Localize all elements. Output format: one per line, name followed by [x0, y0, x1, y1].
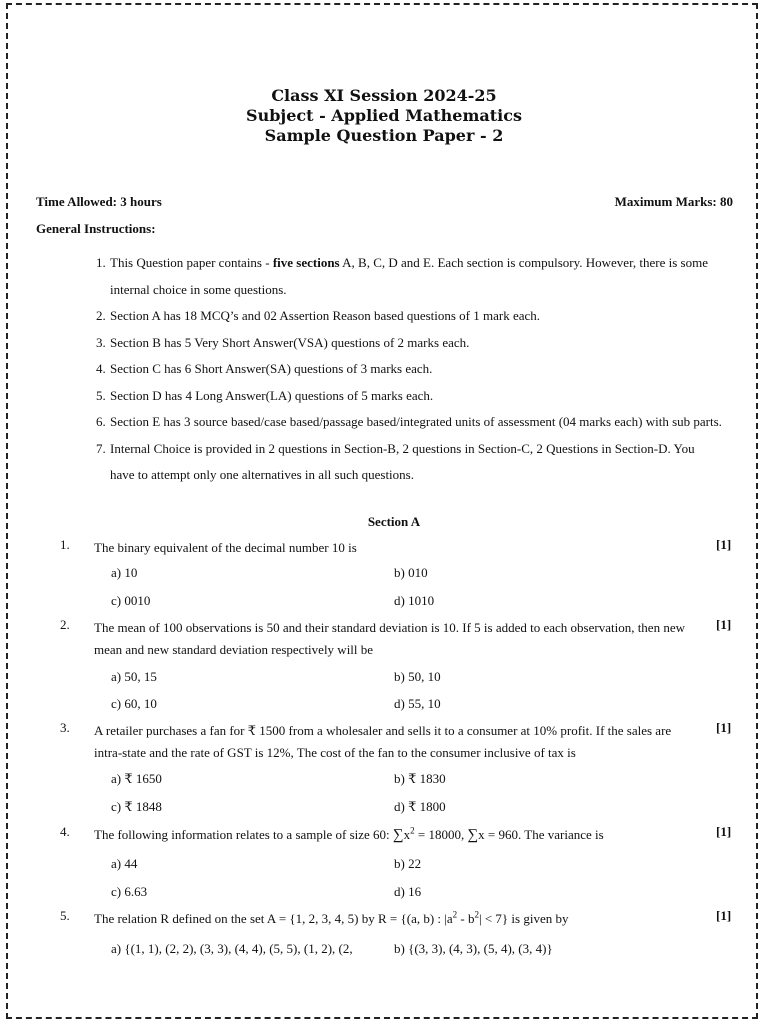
option-d: d) 16: [394, 884, 422, 899]
instruction-text: Section B has 5 Very Short Answer(VSA) questions of 2 marks each.: [110, 334, 470, 350]
instruction-text: Section C has 6 Short Answer(SA) questions of 3 marks each.: [110, 361, 433, 376]
time-allowed: Time Allowed: 3 hours: [36, 194, 162, 209]
option-b: b) 22: [394, 856, 422, 871]
question-marks: [1]: [716, 824, 732, 839]
question-text: A retailer purchases a fan for ₹ 1500 from a wholesaler and sells it to a consumer at 10% profit. If the sales are intra-state and the rate of GST is 12%, The cost of the fan to the consumer inclusive of tax is: [94, 723, 672, 760]
question-number: 5.: [60, 908, 70, 923]
instruction-number: 2.: [96, 308, 106, 323]
question-number: 3.: [60, 720, 70, 735]
class-session-title: Class XI Session 2024-25: [271, 86, 497, 105]
paper-title: Sample Question Paper - 2: [264, 126, 504, 145]
instruction-item: [96, 303, 722, 330]
instruction-text-part: A, B, C, D and E. Each section is compulsory. However, there is some internal choice in some questions.: [110, 255, 708, 297]
question-text-part: The relation R defined on the set A = {1, 2, 3, 4, 5) by R = {(a, b) : |a: [94, 911, 453, 926]
superscript: 2: [452, 909, 458, 920]
instruction-text: Internal Choice is provided in 2 questions in Section-B, 2 questions in Section-C, 2 Questions in Section-D. You have to attempt only one alternatives in all such questions.: [110, 440, 695, 482]
instruction-item: [96, 436, 722, 489]
question-number: 2.: [60, 617, 70, 632]
question-marks: [1]: [716, 720, 732, 735]
instruction-text-part: This Question paper contains -: [110, 255, 273, 270]
question-text-part: x: [403, 827, 411, 842]
section-a-title: Section A: [367, 514, 421, 529]
question-text-part: The following information relates to a sample of size 60:: [94, 827, 393, 842]
question-number: 1.: [60, 537, 70, 552]
question-text-part: x = 960. The variance is: [478, 827, 604, 842]
maximum-marks: Maximum Marks: 80: [614, 194, 733, 209]
question-number: 4.: [60, 824, 70, 839]
summation-symbol: ∑: [467, 827, 479, 843]
question-marks: [1]: [716, 537, 732, 552]
instruction-bold-part: five sections: [272, 255, 340, 270]
option-d: d) ₹ 1800: [394, 799, 446, 814]
question-text: The binary equivalent of the decimal number 10 is: [94, 540, 357, 555]
subject-title: Subject - Applied Mathematics: [246, 106, 522, 125]
option-c: c) 60, 10: [111, 696, 157, 711]
option-a: a) {(1, 1), (2, 2), (3, 3), (4, 4), (5, 5), (1, 2), (2,: [111, 941, 353, 956]
option-c: c) ₹ 1848: [111, 799, 162, 814]
instruction-item: [96, 409, 722, 436]
question-marks: [1]: [716, 617, 732, 632]
question-text: The mean of 100 observations is 50 and their standard deviation is 10. If 5 is added to each observation, then new mean and new standard deviation respectively will be: [94, 620, 685, 657]
option-c: c) 6.63: [111, 884, 148, 899]
paper-header: [0, 86, 768, 146]
instruction-item: [96, 356, 722, 383]
instruction-number: 7.: [96, 440, 106, 456]
option-c: c) 0010: [111, 593, 151, 608]
question-text-part: | < 7} is given by: [479, 911, 569, 926]
superscript: 2: [410, 825, 415, 836]
question-text-part: = 18000,: [414, 827, 468, 842]
general-instructions-title: General Instructions:: [36, 221, 156, 236]
option-b: b) 50, 10: [394, 669, 441, 684]
option-a: a) ₹ 1650: [111, 771, 162, 786]
instruction-item: [96, 330, 722, 357]
instruction-item: [96, 383, 722, 410]
instruction-number: 4.: [96, 361, 106, 376]
option-b: b) 010: [394, 565, 428, 580]
instruction-number: 6.: [96, 414, 106, 429]
question-text: [94, 824, 694, 846]
instruction-item: [96, 250, 722, 303]
instructions-list: [96, 250, 722, 489]
option-d: d) 55, 10: [394, 696, 441, 711]
option-a: a) 50, 15: [111, 669, 157, 684]
question-marks: [1]: [716, 908, 732, 923]
instruction-text: Section E has 3 source based/case based/passage based/integrated units of assessment (04 marks each) with sub parts.: [110, 414, 722, 429]
option-a: a) 44: [111, 856, 138, 871]
instruction-number: 1.: [96, 255, 106, 270]
instruction-number: 3.: [96, 334, 106, 350]
question-text: [94, 908, 694, 930]
instruction-text: Section A has 18 MCQ’s and 02 Assertion Reason based questions of 1 mark each.: [110, 308, 541, 323]
summation-symbol: ∑: [392, 827, 404, 843]
instruction-number: 5.: [96, 387, 106, 403]
superscript: 2: [474, 909, 479, 920]
option-d: d) 1010: [394, 593, 435, 608]
question-text-part: - b: [457, 911, 475, 926]
instruction-text: Section D has 4 Long Answer(LA) questions of 5 marks each.: [110, 387, 434, 403]
option-b: b) ₹ 1830: [394, 771, 446, 786]
option-b: b) {(3, 3), (4, 3), (5, 4), (3, 4)}: [394, 941, 553, 956]
option-a: a) 10: [111, 565, 138, 580]
instruction-text: [110, 250, 722, 303]
